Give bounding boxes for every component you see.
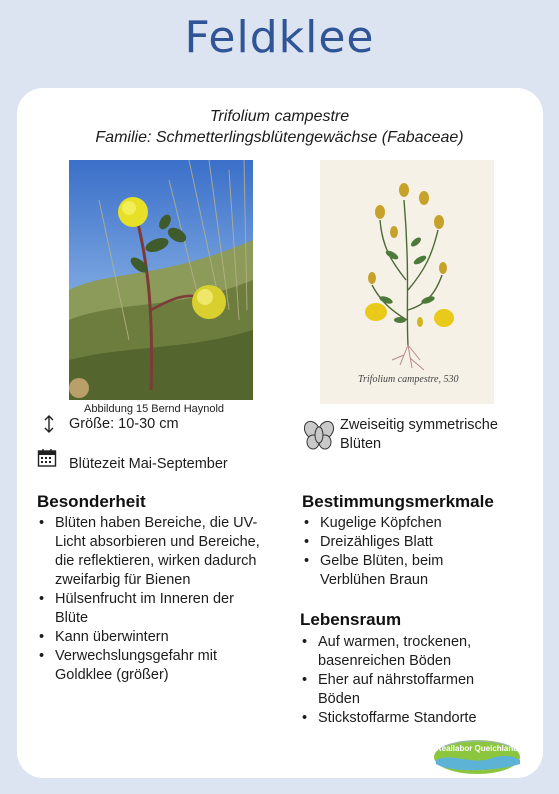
species-header <box>0 106 559 148</box>
lebensraum-list <box>300 633 510 728</box>
botanical-illustration <box>320 160 494 404</box>
plant-photo <box>69 160 253 400</box>
logo-text: Reallabor Queichland <box>435 744 519 753</box>
photo-caption: Abbildung 15 Bernd Haynold <box>84 403 225 415</box>
height-arrow-icon <box>44 415 54 437</box>
list-item: • Eher auf nährstoffarmen Böden <box>300 671 510 709</box>
calendar-icon <box>37 448 57 472</box>
page-title: Feldklee <box>184 12 375 63</box>
lebensraum-heading: Lebensraum <box>300 610 402 629</box>
family-name: Familie: Schmetterlingsblütengewächse (Fabaceae) <box>95 129 464 146</box>
flower-icon <box>302 418 336 456</box>
illustration-caption: Trifolium campestre, 530 <box>358 374 459 385</box>
list-item: • Gelbe Blüten, beim Verblühen Braun <box>302 552 512 590</box>
besonderheit-heading: Besonderheit <box>37 492 146 511</box>
list-item: • Blüten haben Bereiche, die UV-Licht absorbieren und Bereiche, die reflektieren, wirken dadurch zweifarbig für Bienen <box>37 514 269 590</box>
reallabor-logo <box>432 730 522 776</box>
bloom-text: Blütezeit Mai-September <box>69 456 228 472</box>
bestimmung-list <box>302 514 512 590</box>
besonderheit-list <box>37 514 269 685</box>
list-item: • Verwechslungsgefahr mit Goldklee (größer) <box>37 647 269 685</box>
list-item: • Hülsenfrucht im Inneren der Blüte <box>37 590 269 628</box>
scientific-name: Trifolium campestre <box>209 108 350 125</box>
list-item: • Kugelige Köpfchen <box>302 514 512 533</box>
symmetry-text: Zweiseitig symmetrische Blüten <box>340 417 498 452</box>
bestimmung-heading: Bestimmungsmerkmale <box>302 492 494 511</box>
list-item: • Kann überwintern <box>37 628 269 647</box>
list-item: • Stickstoffarme Standorte <box>300 709 510 728</box>
list-item: • Dreizähliges Blatt <box>302 533 512 552</box>
size-text: Größe: 10-30 cm <box>69 416 179 432</box>
list-item: • Auf warmen, trockenen, basenreichen Böden <box>300 633 510 671</box>
